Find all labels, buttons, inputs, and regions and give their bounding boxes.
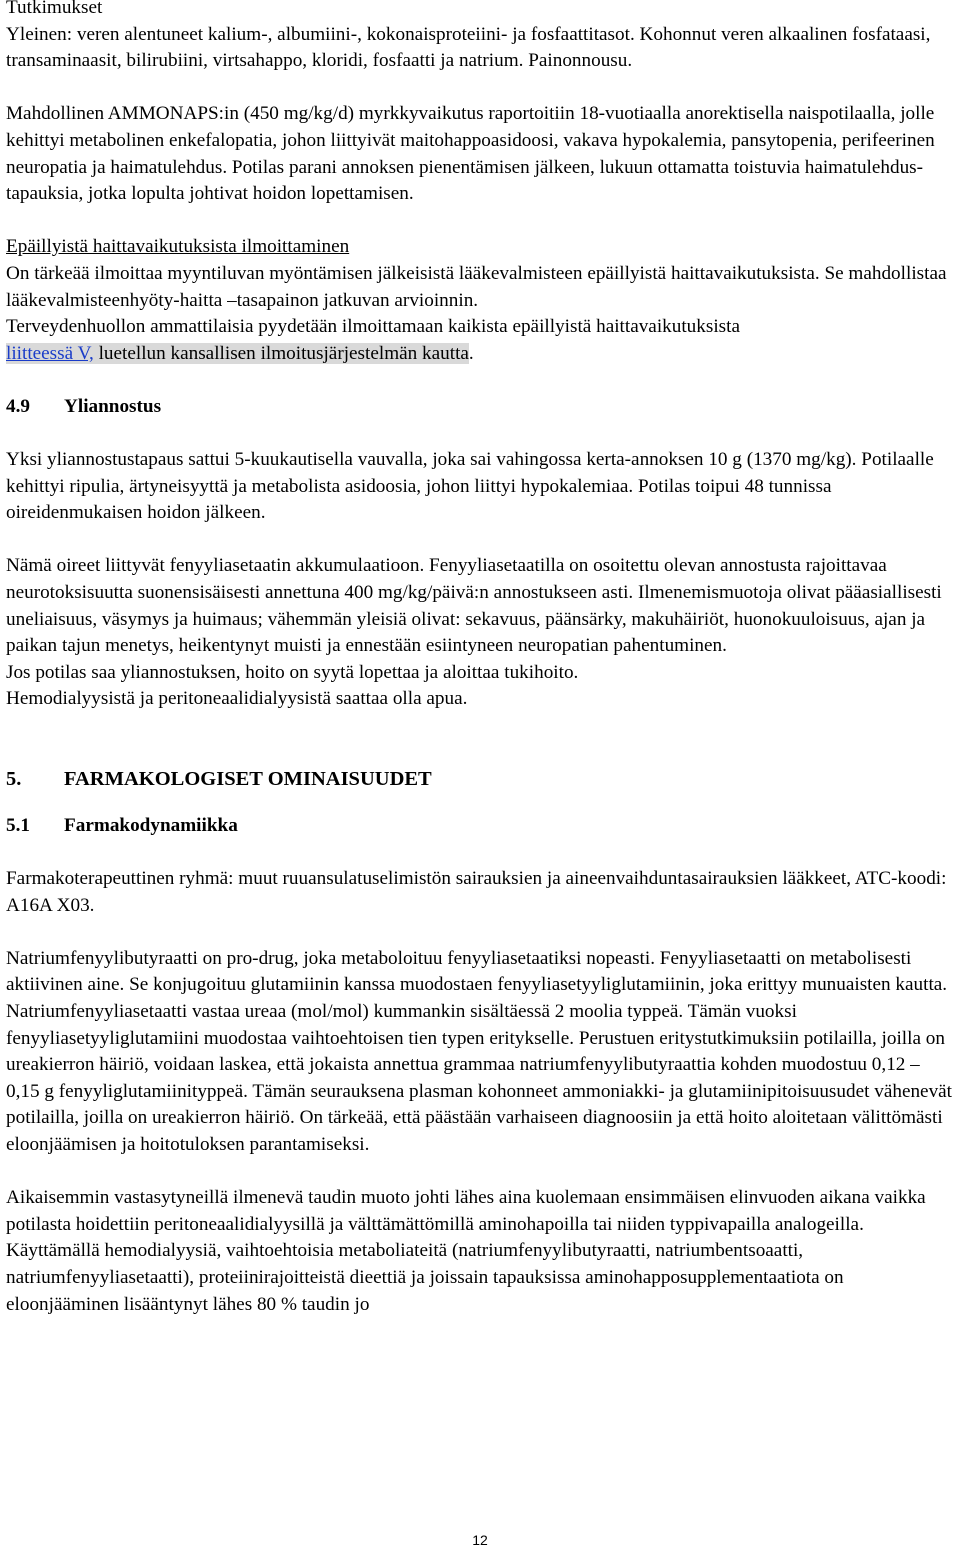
overdose-treatment-line: Jos potilas saa yliannostuksen, hoito on syytä lopettaa ja aloittaa tukihoito. xyxy=(6,661,579,683)
efficacy-paragraph: Aikaisemmin vastasytyneillä ilmenevä taudin muoto johti lähes aina kuolemaan ensimmäisen elinvuoden aikana vaikka potilasta hoidettiin peritoneaalidialyysillä ja välttämättömillä aminohapoilla tai niiden typpivapailla analogeilla. Käyttämällä hemodialyysiä, vaihtoehtoisia metaboliateitä (natriumfenyylibutyraatti, natriumbentsoaatti, natriumfenyyliasetaatti), proteiinirajoitteistä dieettiä ja joissain tapauksissa aminohapposupplementaatiota on eloonjääminen lisääntynyt lähes 80 % taudin jo xyxy=(6,1187,926,1315)
overdose-symptoms-paragraph: Nämä oireet liittyvät fenyyliasetaatin akkumulaatioon. Fenyyliasetaatilla on osoitettu olevan annostusta rajoittavaa neurotoksisuutta suonensisäisesti annettuna 400 mg/kg/päivä:n annostukseen asti. Ilmenemismuotoja olivat pääasiallisesti uneliaisuus, väsymys ja huimaus; vähemmän yleisiä olivat: sekavuus, päänsärky, makuhäiriöt, huonokuuloisuus, ajan ja paikan tajun menetys, heikentynyt muisti ja ennestään esiintyneen neuropatian pahentuminen. xyxy=(6,555,942,657)
reporting-heading: Epäillyistä haittavaikutuksista ilmoittaminen xyxy=(6,236,350,258)
reporting-instruction-rest: luetellun kansallisen ilmoitusjärjestelmän kautta xyxy=(93,342,469,364)
overdose-section-number: 4.9 xyxy=(6,395,30,417)
page-number: 12 xyxy=(472,1532,488,1548)
reporting-instruction-start: Terveydenhuollon ammattilaisia pyydetään ilmoittamaan kaikista epäillyistä haittavaikutuksista xyxy=(6,316,740,338)
overdose-case-paragraph: Yksi yliannostustapaus sattui 5-kuukautisella vauvalla, joka sai vahingossa kerta-annoksen 10 g (1370 mg/kg). Potilaalle kehittyi ripulia, ärtyneisyyttä ja metabolista asidoosia, johon liittyi hypokalemiaa. Potilas toipui 48 tunnissa oireidenmukaisen hoidon jälkeen. xyxy=(6,449,934,524)
section5-number: 5. xyxy=(6,768,22,791)
tests-heading: Tutkimukset xyxy=(6,0,103,18)
mechanism-paragraph: Natriumfenyylibutyraatti on pro-drug, joka metaboloituu fenyyliasetaatiksi nopeasti. Fenyyliasetaatti on metabolisesti aktiivinen aine. Se konjugoituu glutamiinin kanssa muodostaen fenyyliasetyyliglutamiinin, joka erittyy munuaisten kautta. Natriumfenyyliasetaatti vastaa ureaa (mol/mol) kummankin sisältäessä 2 moolia typpeä. Tämän vuoksi fenyyliasetyyliglutamiini muodostaa vaihtoehtoisen tien typen eritykselle. Perustuen eritystutkimuksiin potilailla, joilla on ureakierron häiriö, voidaan laskea, että jokaista annettua grammaa natriumfenyylibutyraattia kohden muodostuu 0,12 – 0,15 g fenyyliglutamiinityppeä. Tämän seurauksena plasman kohonneet ammoniakki- ja glutamiinipitoisuusudet vähenevät potilailla, joilla on ureakierron häiriö. On tärkeää, että päästään varhaiseen diagnoosiin ja että hoito aloitetaan välittömästi eloonjäämisen ja hoitotuloksen parantamiseksi. xyxy=(6,947,953,1155)
tests-findings: Yleinen: veren alentuneet kalium-, albumiini-, kokonaisproteiini- ja fosfaattitasot. Kohonnut veren alkaalinen fosfataasi, transaminaasit, bilirubiini, virtsahappo, kloridi, fosfaatti ja natrium. Painonnousu. xyxy=(6,23,931,72)
document-page xyxy=(6,0,958,1318)
reporting-period: . xyxy=(468,342,474,364)
section51-title: Farmakodynamiikka xyxy=(64,814,238,836)
reporting-highlight xyxy=(6,343,469,364)
overdose-section-title: Yliannostus xyxy=(64,395,162,417)
section5-title: FARMAKOLOGISET OMINAISUUDET xyxy=(64,768,432,791)
section5-heading xyxy=(6,766,958,793)
reporting-text: On tärkeää ilmoittaa myyntiluvan myöntämisen jälkeisistä lääkevalmisteen epäillyistä haittavaikutuksista. Se mahdollistaa lääkevalmisteenhyöty-haitta –tasapainon jatkuvan arvioinnin. xyxy=(6,262,947,311)
overdose-dialysis-line: Hemodialyysistä ja peritoneaalidialyysistä saattaa olla apua. xyxy=(6,688,468,710)
section51-heading xyxy=(6,813,958,840)
toxicity-paragraph: Mahdollinen AMMONAPS:in (450 mg/kg/d) myrkkyvaikutus raportoitiin 18-vuotiaalla anorektisella naispotilaalla, jolle kehittyi metabolinen enkefalopatia, johon liittyivät maitohappoasidoosi, vakava hypokalemia, pansytopenia, perifeerinen neuropatia ja haimatulehdus. Potilas parani annoksen pienentämisen jälkeen, lukuun ottamatta toistuvia haimatulehdus-tapauksia, jotka lopulta johtivat hoidon lopettamisen. xyxy=(6,103,935,205)
overdose-heading xyxy=(6,394,958,421)
annex-v-link[interactable]: liitteessä V, xyxy=(6,342,94,364)
section51-number: 5.1 xyxy=(6,814,30,836)
reporting-instruction xyxy=(6,314,958,367)
pharmacotherapeutic-group: Farmakoterapeuttinen ryhmä: muut ruuansulatuselimistön sairauksien ja aineenvaihduntasairauksien lääkkeet, ATC-koodi: A16A X03. xyxy=(6,868,947,916)
